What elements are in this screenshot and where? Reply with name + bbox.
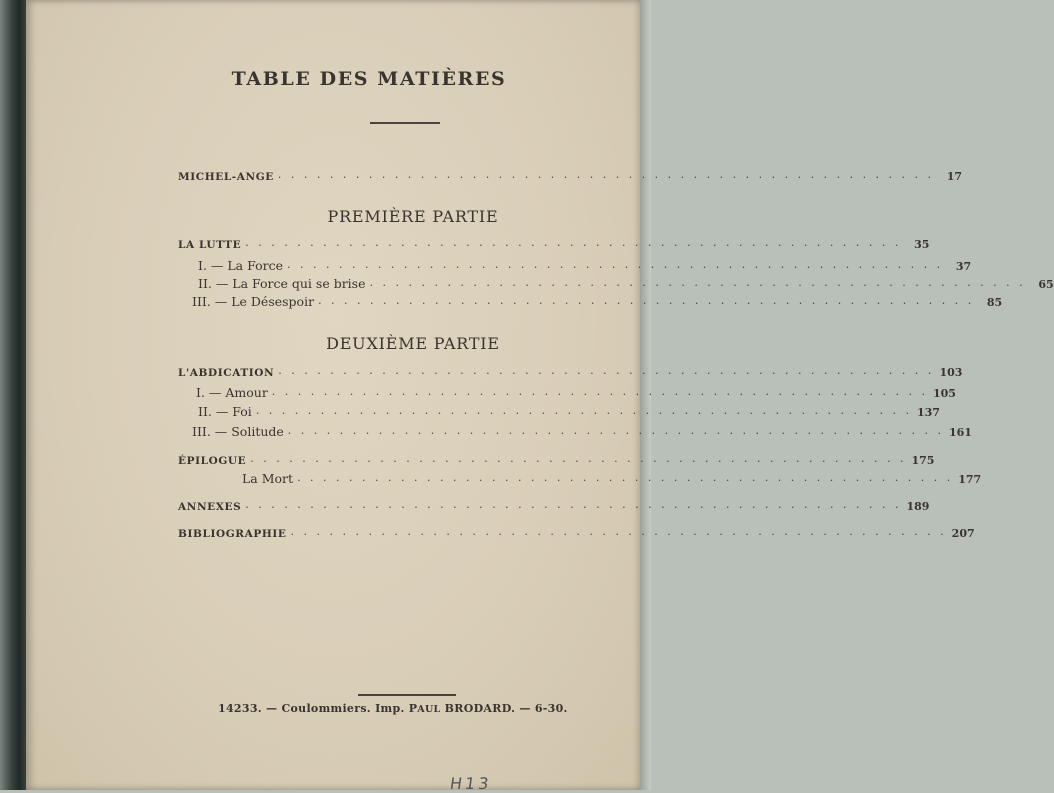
toc-entry-label: La Mort [242, 471, 294, 486]
section-heading-part2: DEUXIÈME PARTIE [326, 334, 500, 353]
toc-page-number: 35 [914, 238, 930, 251]
toc-leader-dots: . . . . . . . . . . . . . . . . . . . . . . . . . . . . . . . . . . . . . . . . . . . . . . . . . . . [286, 258, 944, 271]
toc-leader-dots: . . . . . . . . . . . . . . . . . . . . . . . . . . . . . . . . . . . . . . . . . . . . . . . . . . . [369, 276, 1026, 289]
toc-page-number: 137 [917, 406, 940, 419]
toc-entry [178, 525, 975, 540]
toc-entry-label: III. — Solitude [192, 424, 284, 439]
colophon-small-caps: AUL [417, 704, 441, 715]
toc-entry-label: MICHEL-ANGE [178, 171, 274, 183]
toc-entry [178, 236, 930, 251]
toc-entry-label: L'ABDICATION [178, 367, 275, 379]
toc-entry [178, 498, 930, 513]
colophon-suffix: BRODARD. — 6-30. [440, 702, 568, 715]
toc-leader-dots: . . . . . . . . . . . . . . . . . . . . . . . . . . . . . . . . . . . . . . . . . . . . . . . . . . . [290, 525, 947, 538]
toc-leader-dots: . . . . . . . . . . . . . . . . . . . . . . . . . . . . . . . . . . . . . . . . . . . . . . . . . . . [245, 498, 902, 511]
toc-entry [198, 404, 940, 419]
toc-entry-label: BIBLIOGRAPHIE [178, 528, 287, 540]
toc-entry [198, 258, 972, 273]
toc-entry [242, 471, 982, 486]
toc-leader-dots: . . . . . . . . . . . . . . . . . . . . . . . . . . . . . . . . . . . . . . . . . . . . . . . . . . . [271, 385, 928, 398]
colophon-prefix: 14233. — Coulommiers. Imp. P [218, 702, 418, 715]
toc-page-number: 175 [911, 454, 935, 467]
toc-entry-label: III. — Le Désespoir [192, 294, 315, 309]
toc-page-number: 65 [1038, 278, 1054, 291]
toc-page-number: 17 [946, 170, 963, 183]
toc-page-number: 189 [906, 500, 930, 513]
section-heading-part1: PREMIÈRE PARTIE [327, 207, 499, 226]
pencil-shelfmark: H13 [448, 774, 493, 793]
toc-leader-dots: . . . . . . . . . . . . . . . . . . . . . . . . . . . . . . . . . . . . . . . . . . . . . . . . . . . [278, 364, 935, 377]
footer-rule [358, 694, 456, 696]
toc-entry-label: I. — La Force [198, 258, 283, 273]
toc-leader-dots: . . . . . . . . . . . . . . . . . . . . . . . . . . . . . . . . . . . . . . . . . . . . . . . . . . . [318, 294, 975, 307]
toc-entry [178, 452, 935, 467]
toc-entry [196, 385, 956, 400]
toc-entry-label: ANNEXES [178, 501, 242, 513]
toc-leader-dots: . . . . . . . . . . . . . . . . . . . . . . . . . . . . . . . . . . . . . . . . . . . . . . . . . . . [287, 424, 944, 437]
toc-entry [198, 276, 1054, 291]
toc-entry [192, 294, 1003, 309]
toc-page-number: 85 [986, 296, 1003, 309]
toc-leader-dots: . . . . . . . . . . . . . . . . . . . . . . . . . . . . . . . . . . . . . . . . . . . . . . . . . . . [297, 471, 954, 484]
toc-entry [178, 364, 963, 379]
title-rule [370, 122, 440, 124]
toc-page-number: 37 [955, 260, 972, 273]
toc-page-number: 105 [932, 387, 956, 400]
page-title: TABLE DES MATIÈRES [231, 68, 507, 90]
toc-leader-dots: . . . . . . . . . . . . . . . . . . . . . . . . . . . . . . . . . . . . . . . . . . . . . . . . . . . [245, 236, 902, 249]
toc-entry [192, 424, 972, 439]
printer-colophon [218, 702, 568, 715]
book-page [26, 0, 1054, 793]
toc-leader-dots: . . . . . . . . . . . . . . . . . . . . . . . . . . . . . . . . . . . . . . . . . . . . . . . . . . . [250, 452, 907, 465]
toc-entry-label: I. — Amour [196, 385, 268, 400]
toc-entry-label: LA LUTTE [178, 239, 242, 251]
toc-entry-label: II. — Foi [198, 404, 252, 419]
toc-page-number: 207 [951, 527, 975, 540]
toc-page-number: 161 [948, 426, 972, 439]
toc-entry-label: II. — La Force qui se brise [198, 276, 366, 291]
toc-page-number: 177 [958, 473, 982, 486]
toc-leader-dots: . . . . . . . . . . . . . . . . . . . . . . . . . . . . . . . . . . . . . . . . . . . . . . . . . . . [255, 404, 912, 417]
toc-leader-dots: . . . . . . . . . . . . . . . . . . . . . . . . . . . . . . . . . . . . . . . . . . . . . . . . . . . [277, 168, 935, 181]
toc-entry [178, 168, 963, 183]
toc-entry-label: ÉPILOGUE [178, 455, 247, 467]
toc-page-number: 103 [939, 366, 963, 379]
